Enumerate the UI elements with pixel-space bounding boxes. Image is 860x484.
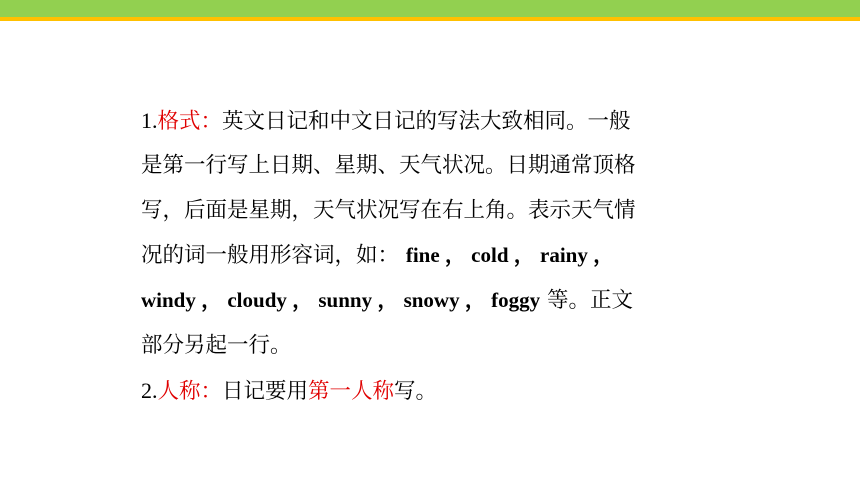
weather-words-1: fine ， cold ， rainy ，	[405, 243, 615, 267]
top-yellow-bar	[0, 17, 860, 21]
item2-text-b: 写。	[394, 379, 438, 404]
item2-highlight: 第一人称	[308, 379, 395, 404]
item1-line4-text: 况的词一般用形容词，如：	[141, 243, 400, 268]
top-green-bar	[0, 0, 860, 17]
item1-line1	[141, 98, 741, 143]
item1-line5-text: 等。正文	[546, 288, 633, 313]
item2-number: 2.	[141, 378, 158, 403]
item1-line5	[141, 278, 741, 323]
item1-number: 1.	[141, 108, 158, 133]
item2-label: 人称：	[157, 379, 223, 404]
item1-line2: 是第一行写上日期、星期、天气状况。日期通常顶格	[141, 153, 636, 178]
item1-line6: 部分另起一行。	[141, 333, 292, 358]
item1-line3: 写，后面是星期，天气状况写在右上角。表示天气情	[141, 198, 636, 223]
item2-line	[141, 368, 741, 413]
item1-line1-text: 英文日记和中文日记的写法大致相同。一般	[222, 109, 631, 134]
item2-text-a: 日记要用	[222, 379, 309, 404]
item1-line4	[141, 233, 741, 278]
weather-words-2: windy ， cloudy ， sunny ， snowy ， foggy	[141, 288, 541, 312]
content-body	[141, 98, 741, 413]
item1-label: 格式：	[157, 109, 223, 134]
